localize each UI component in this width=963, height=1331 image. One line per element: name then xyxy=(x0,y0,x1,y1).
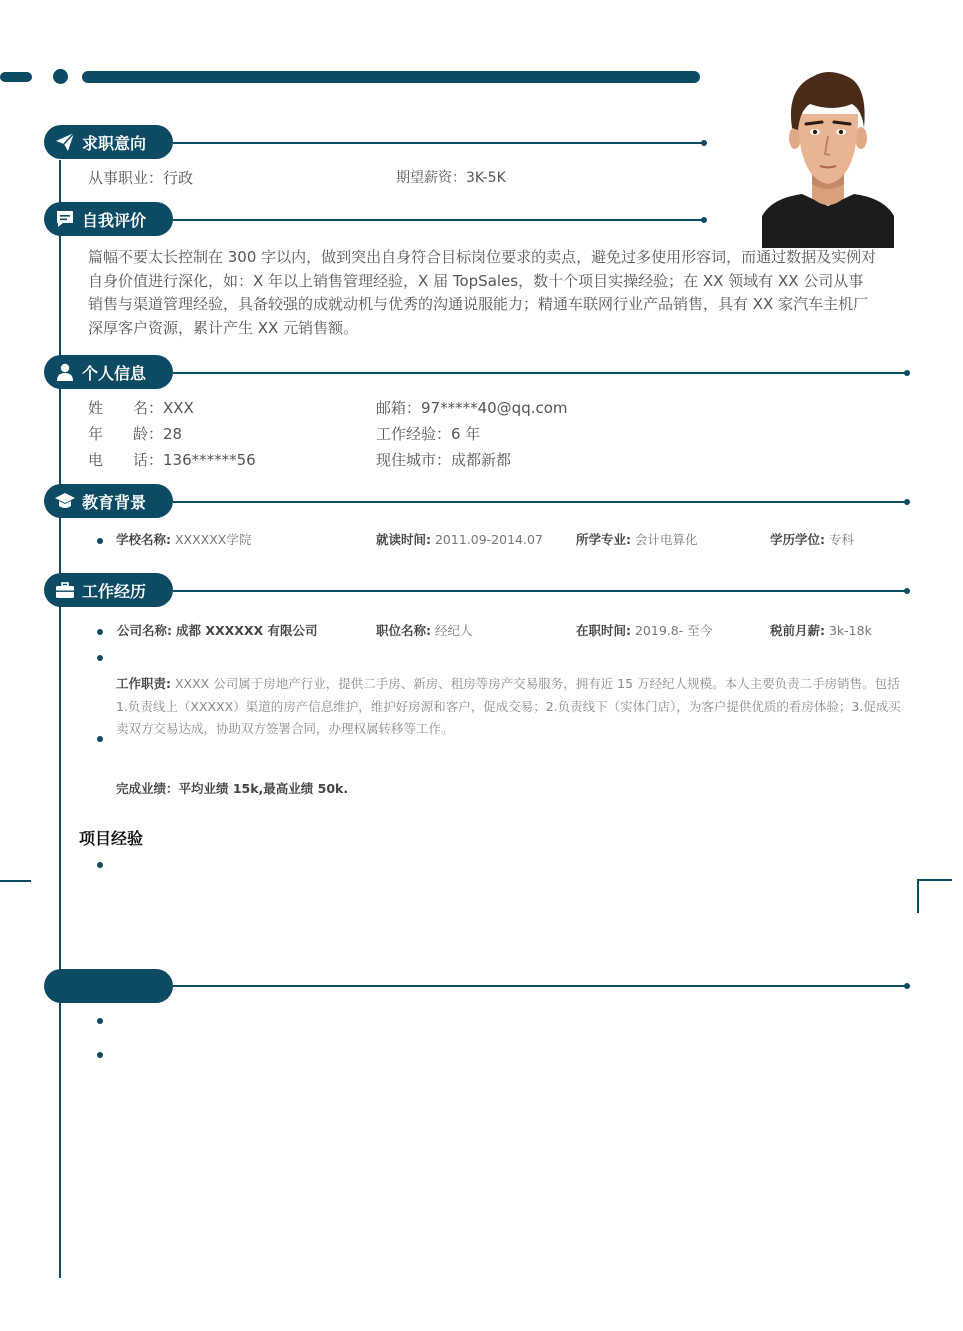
section-rule xyxy=(173,590,907,592)
briefcase-icon xyxy=(54,579,76,601)
work-period xyxy=(576,621,712,639)
corner-mark-right-v xyxy=(917,879,919,913)
user-icon xyxy=(54,361,76,383)
section-rule-dot xyxy=(904,499,910,505)
personal-phone: 电 话：136******56 xyxy=(88,451,256,469)
self-evaluation-text: 篇幅不要太长控制在 300 字以内，做到突出自身符合目标岗位要求的卖点，避免过多使用形容词，而通过数据及实例对自身价值进行深化，如：X 年以上销售管理经验，X 届 TopSales，数十个项目实操经验；在 XX 领域有 XX 公司从事销售与渠道管理经验，具备较强的成就动机与优秀的沟通说服能力；精通车联网行业产品销售，具有 XX 家汽车主机厂深厚客户资源，累计产生 XX 元销售额。 xyxy=(88,248,877,337)
section-rule xyxy=(173,501,907,503)
top-decor-dash xyxy=(0,72,32,82)
avatar xyxy=(762,66,894,248)
personal-email: 邮箱：97*****40@qq.com xyxy=(376,399,568,417)
section-header-work xyxy=(44,573,173,607)
corner-mark-right-h xyxy=(917,879,952,881)
section-rule-dot xyxy=(904,370,910,376)
work-duty-label: 工作职责: xyxy=(116,676,171,691)
work-salary xyxy=(770,621,872,639)
section-title: 求职意向 xyxy=(82,133,147,153)
edu-degree-label: 学历学位: xyxy=(770,532,825,547)
work-position-value: 经纪人 xyxy=(434,623,473,638)
personal-city: 现住城市：成都新都 xyxy=(376,451,512,469)
section-header-personal xyxy=(44,355,173,389)
section-header-education xyxy=(44,484,173,518)
edu-major-label: 所学专业: xyxy=(576,532,631,547)
edu-school-label: 学校名称: xyxy=(116,532,171,547)
work-company-label: 公司名称: xyxy=(117,623,172,638)
edu-period-label: 就读时间: xyxy=(376,532,431,547)
section-rule-dot xyxy=(904,588,910,594)
corner-mark-left xyxy=(0,880,31,882)
section-rule xyxy=(173,372,907,374)
edu-degree xyxy=(770,530,854,548)
occupation: 从事职业：行政 xyxy=(88,169,194,187)
top-decor-bar xyxy=(82,71,700,83)
personal-name: 姓 名：XXX xyxy=(88,399,194,417)
expected-salary: 期望薪资：3K-5K xyxy=(396,170,506,186)
bullet xyxy=(97,736,103,742)
section-rule-dot xyxy=(701,140,707,146)
edu-period-value: 2011.09-2014.07 xyxy=(434,532,543,547)
work-company xyxy=(117,621,318,639)
edu-school xyxy=(116,530,251,548)
section-title: 个人信息 xyxy=(82,363,147,383)
section-rule xyxy=(173,219,704,221)
edu-degree-value: 专科 xyxy=(828,532,854,547)
work-period-label: 在职时间: xyxy=(576,623,631,638)
personal-experience: 工作经验：6 年 xyxy=(376,425,481,443)
work-duty-text: XXXX 公司属于房地产行业，提供二手房、新房、租房等房产交易服务，拥有近 15 万经纪人规模。本人主要负责二手房销售。包括 1.负责线上（XXXXX）渠道的房产信息维护，维护好房源和客户，促成交易；2.负责线下（实体门店），为客户提供优质的看房体验；3.促成买卖双方交易达成，协助双方签署合同，办理权属转移等工作。 xyxy=(116,676,901,736)
edu-period xyxy=(376,530,543,548)
work-achievement: 完成业绩：平均业绩 15k,最高业绩 50k. xyxy=(116,781,349,796)
edu-school-value: XXXXXX学院 xyxy=(174,532,252,547)
section-header-job-intent xyxy=(44,125,173,159)
top-decor-dot xyxy=(53,69,68,84)
work-salary-label: 税前月薪: xyxy=(770,623,825,638)
work-company-value: 成都 XXXXXX 有限公司 xyxy=(175,623,318,638)
timeline-line xyxy=(59,160,61,1278)
section-header-empty xyxy=(44,969,173,1003)
section-rule xyxy=(173,985,907,987)
edu-major xyxy=(576,530,698,548)
bullet xyxy=(97,629,103,635)
section-rule-dot xyxy=(701,217,707,223)
bullet xyxy=(97,1052,103,1058)
edu-major-value: 会计电算化 xyxy=(634,532,698,547)
section-title: 自我评价 xyxy=(82,210,147,230)
work-duty xyxy=(116,673,906,741)
section-header-self-eval xyxy=(44,202,173,236)
chat-bubble-icon xyxy=(54,208,76,230)
work-position xyxy=(376,621,473,639)
section-rule-dot xyxy=(904,983,910,989)
work-position-label: 职位名称: xyxy=(376,623,431,638)
bullet xyxy=(97,862,103,868)
bullet xyxy=(97,655,103,661)
bullet xyxy=(97,1018,103,1024)
graduation-cap-icon xyxy=(54,490,76,512)
personal-age: 年 龄：28 xyxy=(88,425,183,443)
section-title: 工作经历 xyxy=(82,581,147,601)
bullet xyxy=(97,538,103,544)
paper-plane-icon xyxy=(54,131,76,153)
work-salary-value: 3k-18k xyxy=(828,623,872,638)
work-period-value: 2019.8- 至今 xyxy=(634,623,713,638)
section-rule xyxy=(173,142,704,144)
section-title-project: 项目经验 xyxy=(79,829,144,848)
section-title: 教育背景 xyxy=(82,492,147,512)
